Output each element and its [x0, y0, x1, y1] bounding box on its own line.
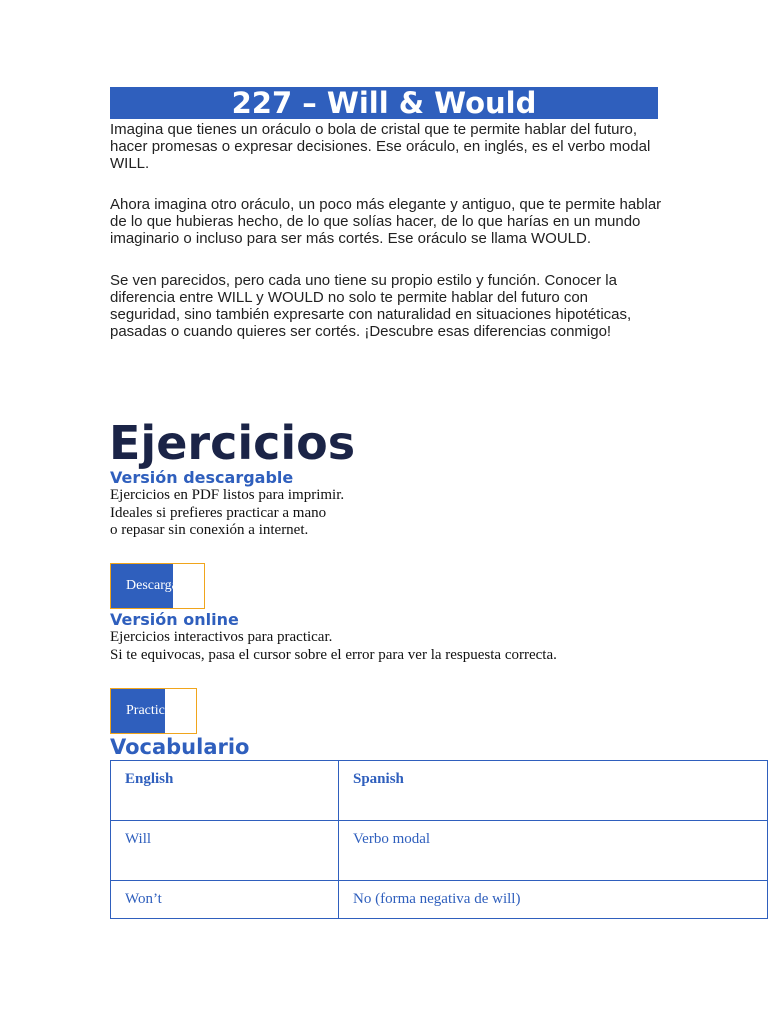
vocabulary-table — [110, 760, 768, 919]
intro-paragraph-will: Imagina que tienes un oráculo o bola de cristal que te permite hablar del futuro, hacer promesas o expresar decisiones. Ese oráculo, en inglés, es el verbo modal WILL. — [110, 121, 651, 172]
download-button-fill — [111, 564, 183, 608]
intro-paragraph-comparison: Se ven parecidos, pero cada uno tiene su propio estilo y función. Conocer la diferencia entre WILL y WOULD no solo te permite hablar del futuro con seguridad, sino también expresarte con naturalidad en situaciones hipotéticas, pasadas o cuando quieres ser cortés. ¡Descubre esas diferencias conmigo! — [110, 272, 632, 340]
table-cell-english: Won’t — [111, 881, 339, 919]
table-header-row — [111, 761, 768, 821]
online-description-line: Ejercicios interactivos para practicar. — [110, 629, 333, 645]
download-description-line: o repasar sin conexión a internet. — [110, 522, 309, 538]
online-version-heading: Versión online — [110, 610, 239, 629]
practice-button-label: Practicar — [126, 703, 176, 718]
page-title: 227 – Will & Would — [110, 87, 658, 119]
practice-button-fill — [111, 689, 176, 733]
download-button[interactable] — [110, 563, 205, 609]
exercises-heading: Ejercicios — [109, 416, 356, 470]
practice-button[interactable] — [110, 688, 197, 734]
download-description-line: Ejercicios en PDF listos para imprimir. — [110, 487, 345, 503]
online-description-line: Si te equivocas, pasa el cursor sobre el error para ver la respuesta correcta. — [110, 647, 557, 663]
table-header-spanish: Spanish — [339, 761, 768, 821]
download-button-label: Descargar — [126, 578, 183, 593]
table-row — [111, 821, 768, 881]
table-header-english: English — [111, 761, 339, 821]
intro-paragraph-would: Ahora imagina otro oráculo, un poco más elegante y antiguo, que te permite hablar de lo que hubieras hecho, de lo que solías hacer, de lo que harías en un mundo imaginario o incluso para ser más cortés. Ese oráculo se llama WOULD. — [110, 196, 662, 247]
table-cell-english: Will — [111, 821, 339, 881]
download-version-heading: Versión descargable — [110, 468, 294, 487]
table-cell-spanish: Verbo modal — [339, 821, 768, 881]
table-row — [111, 881, 768, 919]
download-description-line: Ideales si prefieres practicar a mano — [110, 504, 327, 521]
table-cell-spanish: No (forma negativa de will) — [339, 881, 768, 919]
vocabulary-heading: Vocabulario — [110, 735, 250, 759]
